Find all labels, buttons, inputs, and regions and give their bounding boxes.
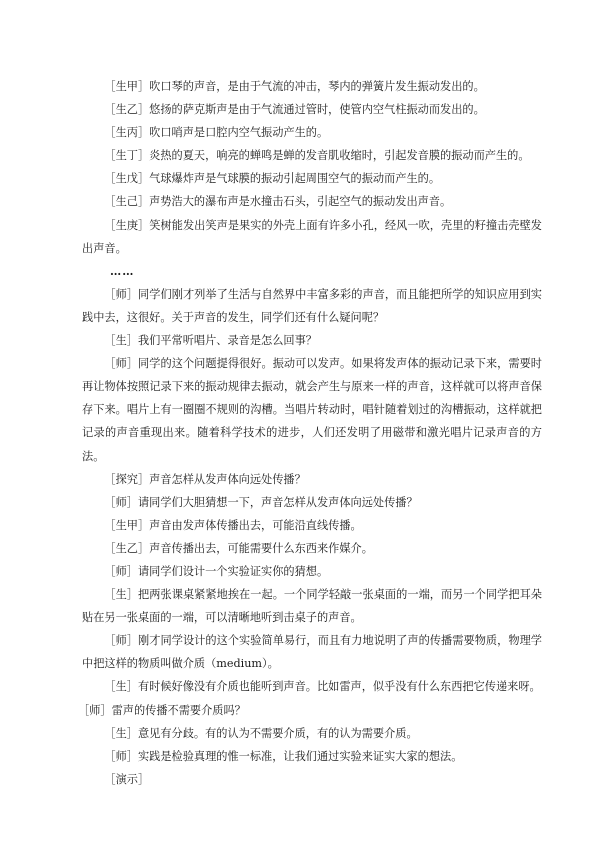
paragraph-teacher-5: ［师］刚才同学设计的这个实验简单易行，而且有力地说明了声的传播需要物质，物理学中把这样的物质叫做介质（medium）。 (82, 634, 542, 671)
ellipsis: …… (110, 263, 135, 278)
paragraph-student-b-2: ［生乙］声音传播出去，可能需要什么东西来作媒介。 (104, 541, 373, 555)
paragraph-student-a: ［生甲］吹口琴的声音，是由于气流的冲击，琴内的弹簧片发生振动发出的。 (104, 80, 485, 93)
paragraph-student-opinion: ［生］意见有分歧。有的认为不需要介质，有的认为需要介质。 (104, 726, 418, 740)
paragraph-teacher-2: ［师］同学的这个问题提得很好。振动可以发声。如果将发声体的振动记录下来，需要时再让物体按照记录下来的振动规律去振动，就会产生与原来一样的声音，这样就可以将声音保存下来。唱片上有一圈圈不规则的沟槽。当唱片转动时，唱针随着划过的沟槽振动，这样就把记录的声音重现出来。随着科学技术的进步，人们还发明了用磁带和激光唱片记录声音的方法。 (82, 357, 542, 463)
paragraph-student-d: ［生丁］炎热的夏天，响亮的蝉鸣是蝉的发音肌收缩时，引起发音膜的振动而产生的。 (104, 149, 530, 163)
document-page (78, 75, 542, 791)
paragraph-student-g: ［生庚］笑树能发出笑声是果实的外壳上面有许多小孔，经风一吹，壳里的籽撞击壳壁发出声音。 (82, 218, 542, 255)
paragraph-teacher-7: ［师］实践是检验真理的惟一标准，让我们通过实验来证实大家的想法。 (104, 749, 463, 763)
paragraph-demo: ［演示］ (104, 772, 150, 786)
paragraph-teacher-6: ［师］雷声的传播不需要介质吗？ (78, 703, 246, 717)
paragraph-student-b: ［生乙］悠扬的萨克斯声是由于气流通过管时，使管内空气柱振动而发出的。 (104, 103, 485, 117)
paragraph-student-a-2: ［生甲］声音由发声体传播出去，可能沿直线传播。 (104, 518, 362, 532)
paragraph-student-e: ［生戊］气球爆炸声是气球膜的振动引起周围空气的振动而产生的。 (104, 172, 441, 186)
paragraph-teacher-4: ［师］请同学们设计一个实验证实你的猜想。 (104, 564, 329, 578)
paragraph-student-thunder: ［生］有时候好像没有介质也能听到声音。比如雷声，似乎没有什么东西把它传递来呀。 (104, 680, 541, 694)
paragraph-student-f: ［生己］声势浩大的瀑布声是水撞击石头，引起空气的振动发出声音。 (104, 195, 452, 209)
paragraph-teacher-1: ［师］同学们刚才列举了生活与自然界中丰富多彩的声音，而且能把所学的知识应用到实践中去，这很好。关于声音的发生，同学们还有什么疑问呢？ (82, 287, 542, 324)
paragraph-student-c: ［生丙］吹口哨声是口腔内空气振动产生的。 (104, 126, 329, 140)
paragraph-inquiry: ［探究］声音怎样从发声体向远处传播？ (104, 472, 306, 486)
paragraph-student-experiment: ［生］把两张课桌紧紧地挨在一起。一个同学轻敲一张桌面的一端，而另一个同学把耳朵贴在另一张桌面的一端，可以清晰地听到击桌子的声音。 (82, 588, 542, 625)
paragraph-student-question: ［生］我们平常听唱片、录音是怎么回事？ (104, 334, 317, 348)
paragraph-teacher-3: ［师］请同学们大胆猜想一下，声音怎样从发声体向远处传播？ (104, 495, 418, 509)
